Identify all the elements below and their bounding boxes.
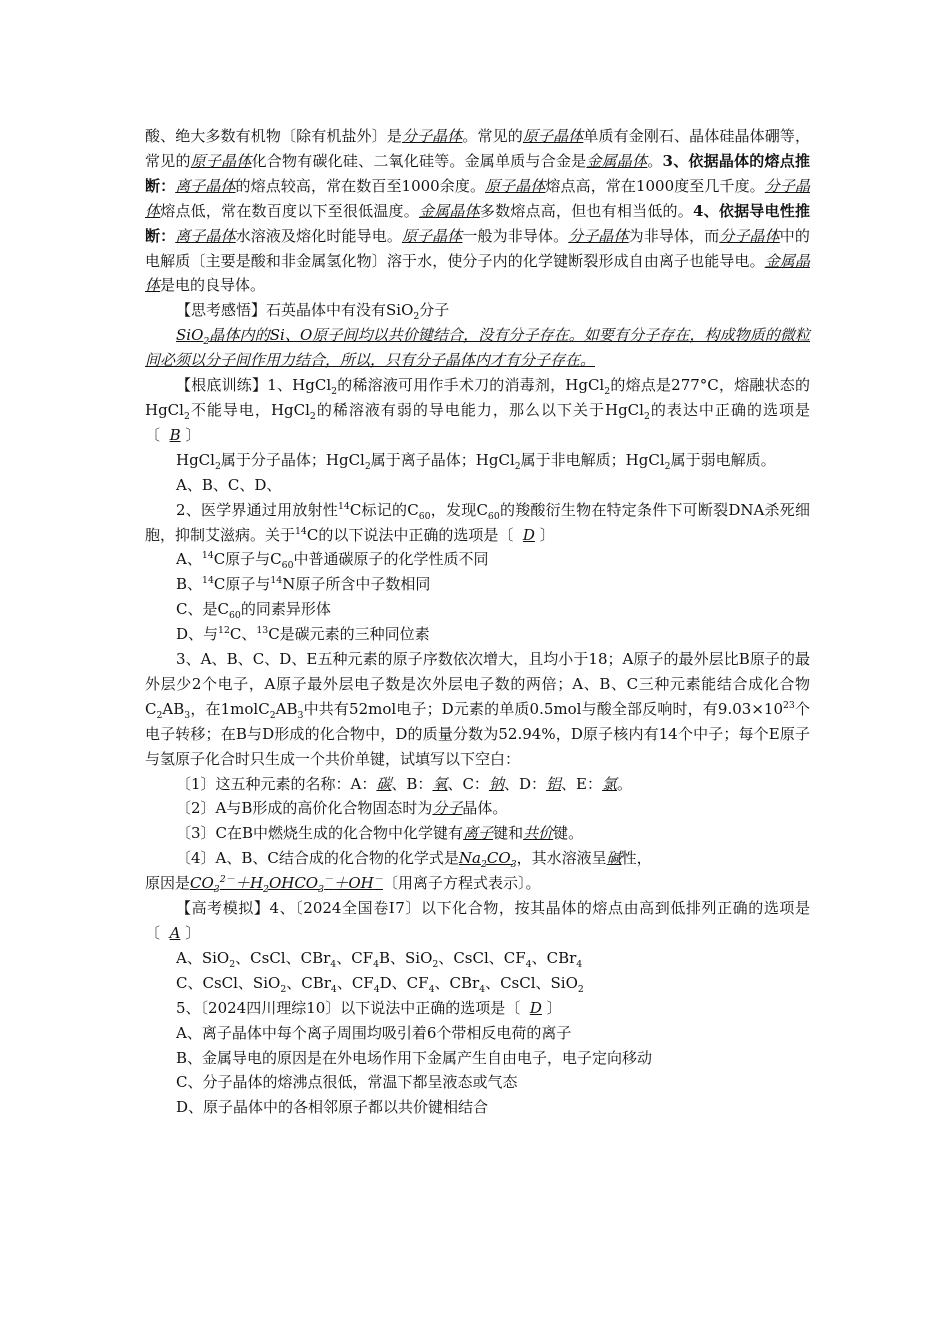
question-2 [145,498,810,548]
superscript: 12 [218,625,230,637]
text: 〔2〕A与B形成的高价化合物固态时为 [176,799,433,818]
text: 的同素异形体 [240,600,331,619]
answer-blank: 分子晶体 [719,226,780,245]
text: 键和 [493,824,524,843]
answer-blank: A [169,924,181,942]
text: C原子与 [213,575,271,594]
subscript: 2 [280,983,287,995]
superscript: 14 [295,525,307,537]
answer-blank: 原子晶体 [522,127,584,145]
answer-blank: 钠 [488,774,504,793]
subscript: 2 [480,859,487,871]
subscript: 2 [156,709,163,721]
subscript: 2 [514,460,521,472]
text: ，在1molC [190,699,270,718]
text: 属于分子晶体；HgCl [220,450,365,469]
text: 化合物有碳化硅、二氧化硅等。金属单质与合金是 [251,151,587,170]
document-body [145,124,810,1120]
answer-blank: 碳 [376,774,392,793]
text: 多数熔点高，但也有相当低的。 [479,201,693,220]
text: C、CsCl、SiO [176,973,281,992]
text: 、CBr [286,973,331,992]
question-4-options-ab [145,946,810,971]
answer-blank: 共价 [523,824,554,843]
question-2-option-a [145,547,810,572]
intro-paragraph [145,124,810,298]
subscript: 2 [643,410,650,422]
text: 水溶液及熔化时能导电。 [235,226,402,245]
text: 的稀溶液可用作手术刀的消毒剂，HgCl [337,376,605,395]
text: 属于非电解质；HgCl [520,450,665,469]
text: C原子与C [213,550,282,569]
answer-blank: 离子 [463,824,494,843]
question-5-option-a: A、离子晶体中每个离子周围均吸引着6个带相反电荷的离子 [176,1023,572,1042]
text: 〕 [185,425,201,444]
answer-blank: 离子晶体 [175,176,236,195]
subscript: 2 [309,410,316,422]
subscript: 2 [269,709,276,721]
text: 。常见的 [462,127,523,145]
text: 〔用离子方程式表示〕。 [383,874,541,893]
text: 〔3〕C在B中燃烧生成的化合物中化学键有 [176,824,464,843]
think-question [145,298,810,323]
text: 性， [621,849,652,868]
text: 的熔点较高，常在数百至1000余度。 [235,176,486,195]
text: 酸、绝大多数有机物〔除有机盐外〕是 [145,127,402,145]
think-answer [145,323,810,373]
subscript: 4 [576,958,583,970]
question-3-part-2 [145,796,810,821]
text: D、与 [176,625,219,644]
question-3-part-3 [145,821,810,846]
text: 为非导体，而 [628,226,720,245]
subscript: 3 [510,859,517,871]
text: 〕 [546,998,562,1017]
text: 【高考模拟】4、〔2024全国卷Ⅰ7〕以下化合物，按其晶体的熔点由高到低排列正确的选项是〔 [145,899,810,942]
answer-equation [190,874,384,896]
superscript: 14 [202,575,214,587]
text: ，其水溶液呈 [516,849,607,868]
answer-blank: 分子晶体 [145,176,810,220]
text: CO [190,874,214,893]
subscript: 2 [203,336,210,348]
subscript: 60 [418,510,431,522]
text: 中共有52mol电子；D元素的单质0.5mol与酸全部反响时，有9.03×10 [303,699,783,718]
question-5-option-b: B、金属导电的原因是在外电场作用下金属产生自由电子，电子定向移动 [176,1048,653,1067]
text: C是碳元素的三种同位素 [268,625,430,644]
subscript: 4 [479,983,486,995]
superscript: － [373,874,384,886]
superscript: 13 [256,625,269,637]
answer-blank: 分子晶体 [568,226,629,245]
text: CO [486,849,511,868]
question-2-option-d [145,622,810,647]
answer-blank: 氧 [432,774,448,793]
text: AB [162,699,185,718]
text: 5、〔2024四川理综10〕以下说法中正确的选项是〔 [176,998,521,1017]
subscript: 4 [330,983,337,995]
text: 、D： [503,774,546,793]
text: C、是C [176,600,229,619]
text: 、C： [447,774,489,793]
subscript: 2 [413,311,420,323]
text: 是电的良导体。 [160,276,266,295]
text: 的羧酸衍生物在特定条件下可断裂DNA杀死细胞，抑制艾滋病。关于 [145,500,810,544]
text: 〕 [539,525,555,544]
text: C的以下说法中正确的选项是〔 [306,525,514,544]
subscript: 4 [373,958,379,970]
superscript: 14 [270,575,283,587]
superscript: 14 [201,550,214,562]
answer-blank: 金属晶体 [586,151,648,170]
text: 。 [647,151,663,170]
text: A、SiO [176,948,230,967]
subscript: 60 [487,510,500,522]
text: A、 [176,550,202,569]
text: HgCl [176,450,215,469]
question-2-option-c [145,597,810,622]
question-1 [145,373,810,448]
question-1-options [145,448,810,473]
text: 分子 [419,301,450,320]
question-5 [145,996,810,1021]
text: C标记的C [349,500,419,519]
answer-blank: 金属晶体 [145,251,810,295]
text: 键。 [553,824,584,843]
subscript: 2 [577,983,584,995]
superscript: 14 [338,500,350,512]
text: C、 [229,625,257,644]
answer-blank: 氯 [601,774,617,793]
text: 属于弱电解质。 [670,450,776,469]
text: 熔点高，常在1000度至几千度。 [545,176,765,195]
subscript: 4 [373,983,380,995]
text: 个电子转移；在B与D形成的化合物中，D的质量分数为52.94%，D原子核内有14个中子；每个E原子与氢原子化合时只生成一个共价单键，试填写以下空白： [145,699,810,768]
subscript: 2 [183,410,190,422]
text: 〔1〕这五种元素的名称：A： [176,774,377,793]
text: ＋H [234,874,264,893]
text: 、CsCl、CF [438,948,526,967]
answer-blank: B [169,425,181,444]
text: 2、医学界通过用放射性 [176,500,338,519]
text: 。 [616,774,632,793]
text: 晶体。 [462,799,508,818]
text: SiO [176,326,204,345]
text: ＋OH [333,874,374,893]
superscript: 23 [782,699,795,711]
subscript: 2 [263,884,269,896]
text: N原子所含中子数相同 [282,575,431,594]
text: 〔4〕A、B、C结合成的化合物的化学式是 [176,849,459,868]
text: AB [275,699,298,718]
text: 中普通碳原子的化学性质不同 [293,550,489,569]
answer-blank: 分子 [432,799,463,818]
text: 、CBr [531,948,577,967]
text: ，发现C [430,500,488,519]
question-5-option-d: D、原子晶体中的各相邻原子都以共价键相结合 [176,1098,489,1117]
text: B、SiO [379,948,433,967]
text: OHCO [268,874,319,893]
text: 的稀溶液有弱的导电能力，那么以下关于HgCl [315,400,644,419]
section-heading: 3、依据晶体的熔点推断： [145,151,810,195]
question-3-part-1 [145,772,810,797]
text: 【根底训练】1、HgCl [176,376,332,395]
text: 3、A、B、C、D、E五种元素的原子序数依次增大，且均小于18；A原子的最外层比B原子的最外层少2个电子，A原子最外层电子数是次外层电子数的两倍；A、B、C三种元素能结合成化合物C [145,650,810,718]
text: 〕 [185,924,201,942]
subscript: 2 [229,958,236,970]
text: 的表达中正确的选项是〔 [145,400,810,444]
text: 的熔点是277°C，熔融状态的HgCl [145,376,811,419]
answer-blank: 原子晶体 [190,151,252,170]
subscript: 3 [184,709,191,721]
text: 、CF [336,973,374,992]
text: Na [458,849,481,868]
question-2-option-b [145,572,810,597]
question-3-part-4 [145,846,810,871]
superscript: － [324,874,334,886]
subscript: 2 [364,460,371,472]
answer-blank: 离子晶体 [175,226,236,245]
text: 中的电解质〔主要是酸和非金属氢化物〕溶于水，使分子内的化学键断裂形成自由离子也能导电。 [145,226,810,270]
subscript: 2 [432,958,439,970]
text: 晶体内的Si、O原子间均以共价键结合，没有分子存在。如要有分子存在，构成物质的微粒间必须以分子间作用力结合，所以，只有分子晶体内才有分子存在。 [145,326,810,370]
text: 、CBr [434,973,480,992]
answer-blank: 金属晶体 [419,201,480,220]
question-1-labels: A、B、C、D、 [176,475,282,494]
text: 一般为非导体。 [462,226,569,245]
subscript: 60 [281,560,294,572]
subscript: 2 [604,386,611,398]
text: 属于离子晶体；HgCl [370,450,515,469]
subscript: 2 [331,386,338,398]
text: 单质有金刚石、晶体硅晶体硼等，常见的 [145,127,810,170]
answer-blank: 原子晶体 [485,176,546,195]
subscript: 4 [525,958,532,970]
subscript: 3 [213,884,220,896]
question-4-options-cd [145,971,810,996]
answer-blank: 原子晶体 [401,226,463,245]
answer-blank: 铝 [545,774,561,793]
question-4 [145,896,810,946]
answer-blank: D [529,998,542,1017]
text: 原因是 [145,874,191,893]
question-5-option-c: C、分子晶体的熔沸点很低，常温下都呈液态或气态 [176,1073,518,1092]
text: 、CsCl、SiO [485,973,578,992]
answer-blank: 碱 [606,849,622,868]
question-3 [145,647,810,772]
text: 不能导电，HgCl [189,400,310,419]
subscript: 3 [297,709,304,721]
text: B、 [176,575,203,594]
text: 【思考感悟】石英晶体中有没有SiO [176,301,414,320]
subscript: 4 [330,958,337,970]
text: 、CF [336,948,374,967]
subscript: 2 [214,460,221,472]
text: 、E： [561,774,602,793]
question-3-reason [145,871,810,896]
text: 熔点低，常在数百度以下至很低温度。 [160,201,419,220]
answer-blank: 分子晶体 [401,127,463,145]
subscript: 3 [318,884,325,896]
text: 、CsCl、CBr [235,948,331,967]
answer-formula [458,849,517,871]
answer-blank: D [522,525,535,544]
section-heading: 4、依据导电性推断： [145,201,810,245]
text: D、CF [379,973,429,992]
subscript: 2 [664,460,671,472]
subscript: 4 [428,983,435,995]
subscript: 60 [228,610,241,622]
superscript: 2－ [219,874,235,886]
text: 、B： [391,774,433,793]
